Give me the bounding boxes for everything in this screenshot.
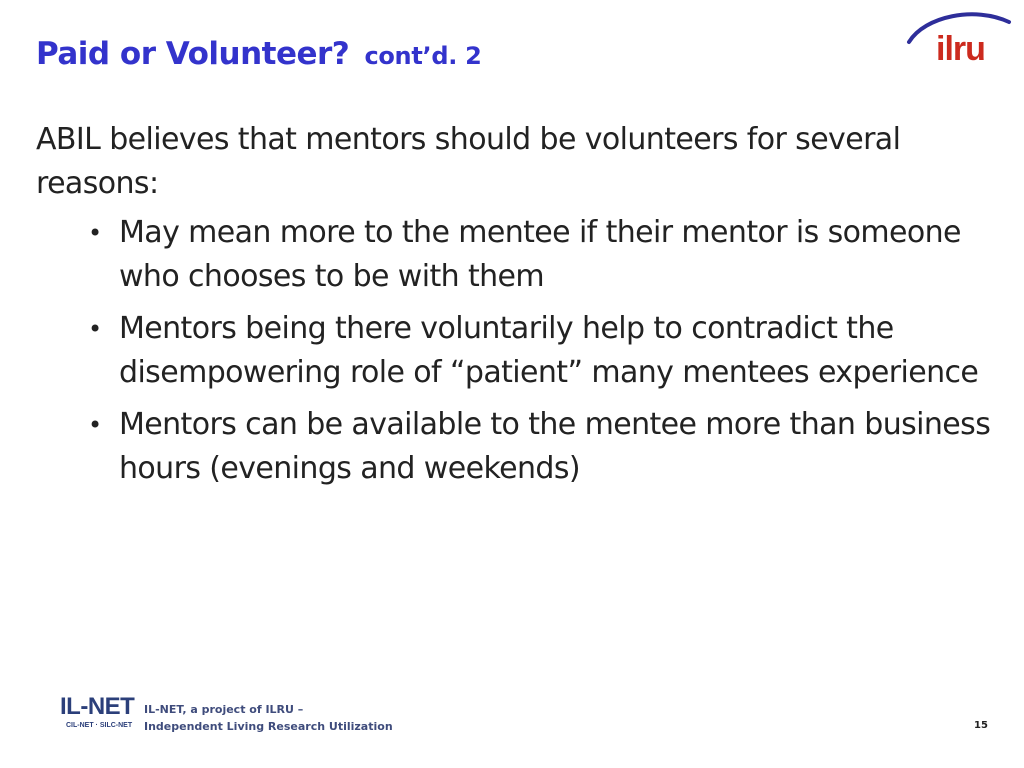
page-number: 15: [974, 720, 988, 731]
bullet-item: [36, 403, 1006, 491]
ilru-logo-graphic: [905, 8, 1015, 64]
bullet-icon: •: [88, 315, 102, 343]
intro-text: ABIL believes that mentors should be volunteers for several reasons:: [36, 122, 901, 201]
bullet-icon: •: [88, 411, 102, 439]
slide-body: [36, 118, 1006, 499]
bullet-text: Mentors being there voluntarily help to contradict the disempowering role of “patient” many mentees experience: [119, 311, 979, 390]
bullet-item: [36, 307, 1006, 395]
title-main: Paid or Volunteer?: [36, 36, 350, 72]
il-net-logo: [60, 694, 140, 738]
title-subtitle: cont’d. 2: [364, 42, 482, 70]
slide-title: [36, 34, 481, 72]
bullet-text: May mean more to the mentee if their mentor is someone who chooses to be with them: [119, 215, 961, 294]
logo-text: ilru: [936, 30, 985, 64]
bullet-icon: •: [88, 219, 102, 247]
il-net-brand: IL-NET: [60, 693, 135, 720]
footer-caption: [144, 701, 393, 735]
bullet-item: [36, 211, 1006, 299]
bullet-text: Mentors can be available to the mentee more than business hours (evenings and weekends): [119, 407, 991, 486]
bullet-list: [36, 211, 1006, 491]
ilru-logo: [905, 8, 1015, 64]
il-net-brand-sub: CIL-NET · SILC-NET: [66, 722, 133, 729]
footer-line-2: Independent Living Research Utilization: [144, 720, 393, 733]
footer-line-1: IL-NET, a project of ILRU –: [144, 703, 304, 716]
